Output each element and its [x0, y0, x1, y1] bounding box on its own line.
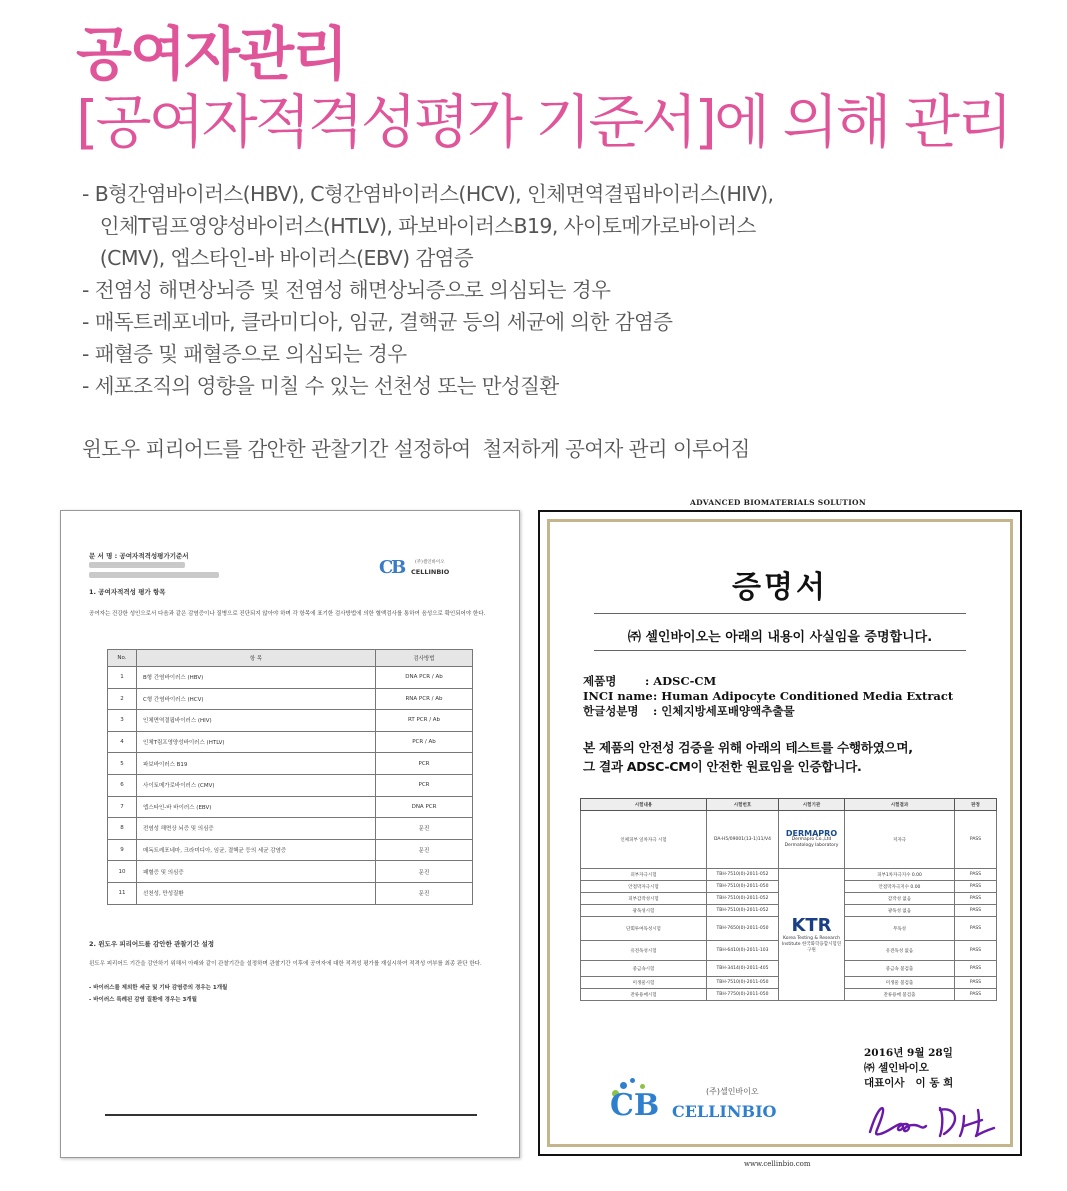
divider: [594, 650, 966, 651]
table-header: 시험기관: [779, 799, 845, 811]
logo-name: CELLINBIO: [411, 568, 450, 576]
table-header: 시험내용: [581, 799, 707, 811]
criteria-table: [107, 649, 473, 905]
institute-ktr: [779, 869, 845, 1001]
ceo-name: 대표이사 이 동 희: [864, 1077, 954, 1089]
list-item: 인체T림프영양성바이러스(HTLV), 파보바이러스B19, 사이토메가로바이러스: [82, 214, 756, 238]
cell-method: DNA PCR: [376, 796, 473, 818]
cell-no: 5: [108, 753, 137, 775]
certificate-title: 증명서: [732, 570, 828, 605]
table-row: [108, 839, 473, 861]
cell-result: 저자극: [845, 811, 955, 869]
product-fields: [583, 674, 953, 719]
statement-line: 본 제품의 안전성 검증을 위해 아래의 테스트를 수행하였으며,: [583, 740, 913, 755]
cell-number: TBH-7750(0)-2011-050: [707, 989, 779, 1001]
list-item: - 패혈증 및 패혈증으로 의심되는 경우: [82, 342, 407, 366]
cell-number: TBH-7510(0)-2011-052: [707, 905, 779, 917]
cell-verdict: PASS: [955, 941, 997, 961]
cell-method: 문진: [376, 861, 473, 883]
observation-note: 윈도우 피리어드를 감안한 관찰기간 설정하여 철저하게 공여자 관리 이루어짐: [82, 437, 750, 461]
cell-item: 엡스타인-바 바이러스 (EBV): [137, 796, 376, 818]
page-subtitle: [공여자적격성평가 기준서]에 의해 관리: [76, 88, 1011, 156]
cell-test: 미생물시험: [581, 977, 707, 989]
table-row: [108, 688, 473, 710]
table-header: 검사방법: [376, 650, 473, 667]
cell-verdict: PASS: [955, 811, 997, 869]
cell-method: PCR / Ab: [376, 731, 473, 753]
field-value: : Human Adipocyte Conditioned Media Extract: [653, 689, 954, 703]
list-item: - 매독트레포네마, 클라미디아, 임균, 결핵균 등의 세균에 의한 감염증: [82, 310, 673, 334]
cell-method: RT PCR / Ab: [376, 710, 473, 732]
logo-korean: (주)셀인바이오: [706, 1087, 759, 1096]
cell-no: 2: [108, 688, 137, 710]
cell-result: 미생물 불검출: [845, 977, 955, 989]
table-row: [581, 811, 997, 869]
section-bullet: - 바이러스를 제외한 세균 및 기타 감염증의 경우는 1개월: [89, 985, 228, 991]
company-name: ㈜ 셀인바이오: [864, 1062, 929, 1074]
cell-method: 문진: [376, 839, 473, 861]
cell-no: 4: [108, 731, 137, 753]
field-value: : ADSC-CM: [645, 674, 717, 688]
cell-test: 광독성시험: [581, 905, 707, 917]
inci-row: [583, 689, 953, 704]
table-header: 시험결과: [845, 799, 955, 811]
cell-verdict: PASS: [955, 977, 997, 989]
cell-number: TBH-7510(0)-2011-050: [707, 977, 779, 989]
cell-test: 피부자극시험: [581, 869, 707, 881]
cell-result: 안점막자극지수 0.00: [845, 881, 955, 893]
divider: [594, 613, 966, 614]
cell-test: 인체피부 일차자극 시험: [581, 811, 707, 869]
logo-name: CELLINBIO: [672, 1102, 777, 1121]
list-item: - B형간염바이러스(HBV), C형간염바이러스(HCV), 인체면역결핍바이러스(HIV),: [82, 182, 774, 206]
list-item: (CMV), 엡스타인-바 바이러스(EBV) 감염증: [82, 246, 474, 270]
cell-test: 중금속시험: [581, 961, 707, 977]
table-row: [108, 774, 473, 796]
table-row: [108, 861, 473, 883]
logo-korean: (주)셀인바이오: [415, 560, 445, 565]
donor-criteria-document: [60, 510, 520, 1158]
cell-test: 잔류용매시험: [581, 989, 707, 1001]
cell-no: 3: [108, 710, 137, 732]
cell-item: 사이토메가로바이러스 (CMV): [137, 774, 376, 796]
cellinbio-logo: C B (주)셀인바이오 CELLINBIO: [379, 557, 450, 578]
section-heading: 1. 공여자적격성 평가 항목: [89, 588, 166, 596]
table-row: [108, 710, 473, 732]
cell-test: 피부감작성시험: [581, 893, 707, 905]
cell-no: 11: [108, 882, 137, 904]
institute-name: Korea Testing & Research Institute 한국화학융합시험연구원: [781, 935, 842, 953]
cell-item: 패혈증 및 의심증: [137, 861, 376, 883]
signature: [860, 1096, 1000, 1144]
table-header: 판정: [955, 799, 997, 811]
cell-verdict: PASS: [955, 917, 997, 941]
issue-date: 2016년 9월 28일: [864, 1047, 953, 1059]
certificate-statement: [583, 738, 1013, 776]
table-row: [108, 667, 473, 689]
cell-no: 8: [108, 818, 137, 840]
cell-test: 단회투여독성시험: [581, 917, 707, 941]
field-label: 제품명: [583, 674, 617, 688]
footer-line: [105, 1114, 477, 1116]
cell-no: 6: [108, 774, 137, 796]
table-row: [108, 882, 473, 904]
table-row: [108, 731, 473, 753]
cell-verdict: PASS: [955, 961, 997, 977]
list-item: - 세포조직의 영향을 미칠 수 있는 선천성 또는 만성질환: [82, 374, 559, 398]
cell-verdict: PASS: [955, 869, 997, 881]
section-paragraph: 윈도우 피리어드 기간을 감안하기 위해서 아래와 같이 관찰기간을 설정하며 관찰기간 이후에 공여자에 대한 적격성 평가를 재실시하여 적격성 여부를 최종 판단 한다.: [89, 961, 482, 967]
cell-method: PCR: [376, 774, 473, 796]
website: www.cellinbio.com: [744, 1160, 811, 1168]
table-row: [581, 869, 997, 881]
cell-verdict: PASS: [955, 893, 997, 905]
certificate-banner: ADVANCED BIOMATERIALS SOLUTION: [690, 498, 866, 507]
institute-dermapro: [779, 811, 845, 869]
cell-number: TBH-7650(0)-2011-050: [707, 917, 779, 941]
cell-verdict: PASS: [955, 989, 997, 1001]
cell-item: B형 간염바이러스 (HBV): [137, 667, 376, 689]
cell-result: 중금속 불검출: [845, 961, 955, 977]
field-value: : 인체지방세포배양액추출물: [653, 704, 795, 718]
blurred-text: [89, 562, 185, 568]
list-item: - 전염성 해면상뇌증 및 전염성 해면상뇌증으로 의심되는 경우: [82, 278, 611, 302]
cell-item: 선천성, 만성질환: [137, 882, 376, 904]
cell-verdict: PASS: [955, 881, 997, 893]
cell-item: 인체T림프영양성바이러스 (HTLV): [137, 731, 376, 753]
cell-no: 1: [108, 667, 137, 689]
certificate-frame: [547, 519, 1013, 1147]
table-row: [108, 753, 473, 775]
cell-number: TBH-3414(0)-2011-405: [707, 961, 779, 977]
table-header: 항 목: [137, 650, 376, 667]
cell-item: 파보바이러스 B19: [137, 753, 376, 775]
cell-no: 10: [108, 861, 137, 883]
cell-method: DNA PCR / Ab: [376, 667, 473, 689]
cell-number: TBH-7510(0)-2011-052: [707, 869, 779, 881]
cell-result: 무독성: [845, 917, 955, 941]
table-row: [108, 818, 473, 840]
section-heading: 2. 윈도우 피리어드를 감안한 관찰기간 설정: [89, 940, 215, 948]
cell-method: 문진: [376, 818, 473, 840]
cellinbio-logo: [610, 1074, 780, 1126]
cell-result: 유전독성 없음: [845, 941, 955, 961]
cell-verdict: PASS: [955, 905, 997, 917]
cell-item: 매독트레포네마, 크라미디아, 임균, 결핵균 등의 세균 감염증: [137, 839, 376, 861]
cell-number: TBH-7510(0)-2011-050: [707, 881, 779, 893]
cell-result: 잔류용매 불검출: [845, 989, 955, 1001]
cell-no: 7: [108, 796, 137, 818]
cell-number: TBH-7510(0)-2011-052: [707, 893, 779, 905]
certificate-intro: ㈜ 셀인바이오는 아래의 내용이 사실임을 증명합니다.: [627, 630, 933, 645]
dermapro-logo: DERMAPRO: [785, 828, 838, 838]
cell-item: 전염성 해면상 뇌증 및 의심증: [137, 818, 376, 840]
logo-mark-icon: C: [379, 557, 394, 578]
table-header: No.: [108, 650, 137, 667]
cell-item: C형 간염바이러스 (HCV): [137, 688, 376, 710]
table-row: [108, 796, 473, 818]
certificate: [538, 510, 1022, 1156]
cell-method: PCR: [376, 753, 473, 775]
section-bullet: - 바이러스 특례된 감염 질환에 경우는 3개월: [89, 997, 197, 1003]
product-row: [583, 674, 953, 689]
criteria-list: [82, 178, 1012, 402]
issuer-block: [864, 1046, 953, 1091]
cell-no: 9: [108, 839, 137, 861]
cell-test: 안점막자극시험: [581, 881, 707, 893]
field-label: 한글성분명: [583, 704, 639, 718]
cell-result: 광독성 없음: [845, 905, 955, 917]
korean-name-row: [583, 704, 953, 719]
document-title: 문 서 명 : 공여자적격성평가기준서: [89, 552, 189, 560]
cell-method: RNA PCR / Ab: [376, 688, 473, 710]
institute-name: Dermapro Co.,Ltd Dermatology laboratory: [784, 836, 839, 848]
cell-result: 피부1차자극지수 0.00: [845, 869, 955, 881]
cell-number: DA-H5/09001(13-1)11/V4: [707, 811, 779, 869]
section-paragraph: 공여자는 건강한 성인으로서 다음과 같은 감염증이나 질병으로 진단되지 않아야 하며 각 항목에 표기한 검사방법에 의한 혈액검사를 통하여 음성으로 확인되어야 한다.: [89, 611, 486, 617]
cell-number: TBH-6410(0)-2011-103: [707, 941, 779, 961]
table-header: 시험번호: [707, 799, 779, 811]
cell-method: 문진: [376, 882, 473, 904]
cell-test: 유전독성시험: [581, 941, 707, 961]
blurred-text: [89, 572, 219, 578]
statement-line: 그 결과 ADSC-CM이 안전한 원료임을 인증합니다.: [583, 759, 862, 774]
field-label: INCI name: [583, 689, 653, 703]
ktr-logo: KTR: [791, 914, 832, 936]
cell-result: 감작성 없음: [845, 893, 955, 905]
cell-item: 인체면역결핍바이러스 (HIV): [137, 710, 376, 732]
logo-mark: CB: [610, 1088, 660, 1123]
page-title: 공여자관리: [76, 20, 347, 88]
test-results-table: [580, 798, 997, 1001]
